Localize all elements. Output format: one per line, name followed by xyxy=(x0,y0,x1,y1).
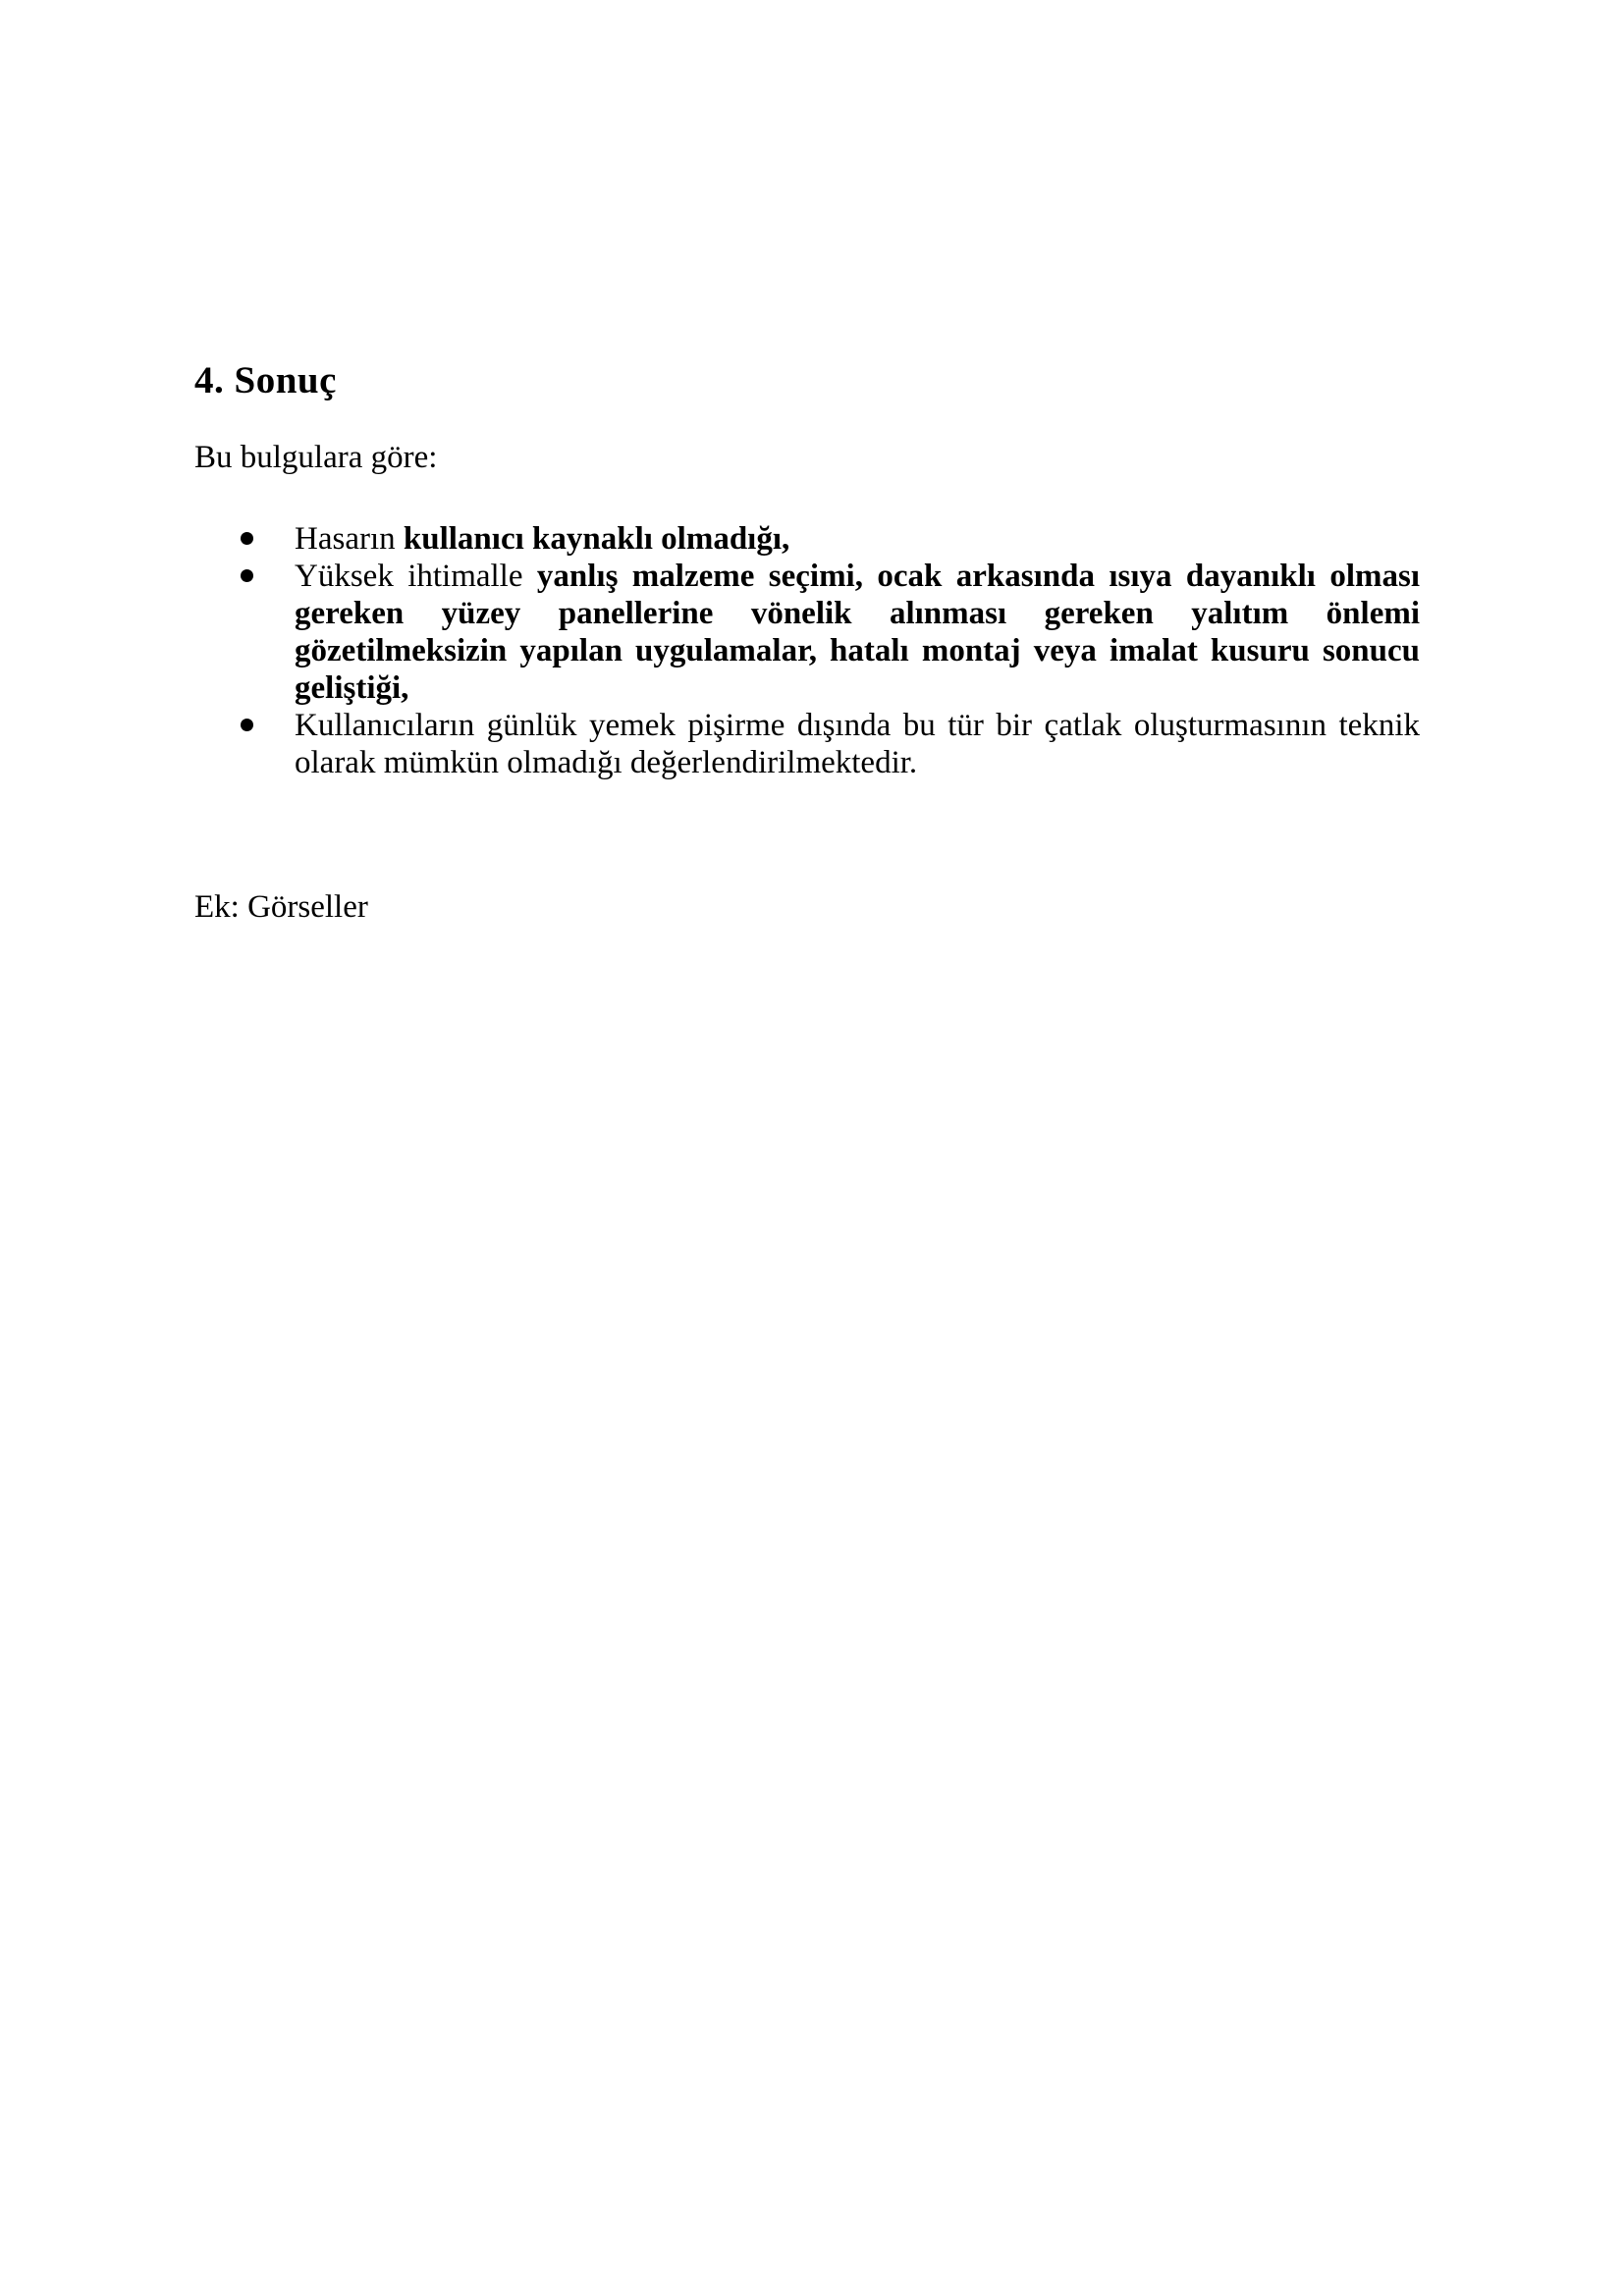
page-content xyxy=(0,0,1624,926)
list-item xyxy=(194,558,1431,707)
list-item-text: kullanıcı kaynaklı olmadığı, xyxy=(403,521,790,557)
list-item-text: yanlış malzeme seçimi, ocak arkasında ısıya dayanıklı olması gereken yüzey panellerine vönelik alınması gereken yalıtım önlemi gözetilmeksizin yapılan uygulamalar, hatalı montaj veya imalat kusuru sonucu geliştiği, xyxy=(295,559,1420,706)
section-heading: 4. Sonuç xyxy=(194,359,337,401)
bullet-icon xyxy=(241,569,253,582)
list-item xyxy=(194,520,1431,558)
attachment-note: Ek: Görseller xyxy=(194,889,368,925)
list-item xyxy=(194,707,1431,781)
intro-text: Bu bulgulara göre: xyxy=(194,440,438,475)
list-item-text: Yüksek ihtimalle xyxy=(295,559,537,594)
list-item-text: Hasarın xyxy=(295,521,404,557)
bullet-icon xyxy=(241,532,253,545)
findings-list xyxy=(194,520,1431,781)
bullet-icon xyxy=(241,719,253,731)
list-item-text: Kullanıcıların günlük yemek pişirme dışında bu tür bir çatlak oluşturmasının teknik olarak mümkün olmadığı değerlendirilmektedir. xyxy=(295,708,1420,780)
